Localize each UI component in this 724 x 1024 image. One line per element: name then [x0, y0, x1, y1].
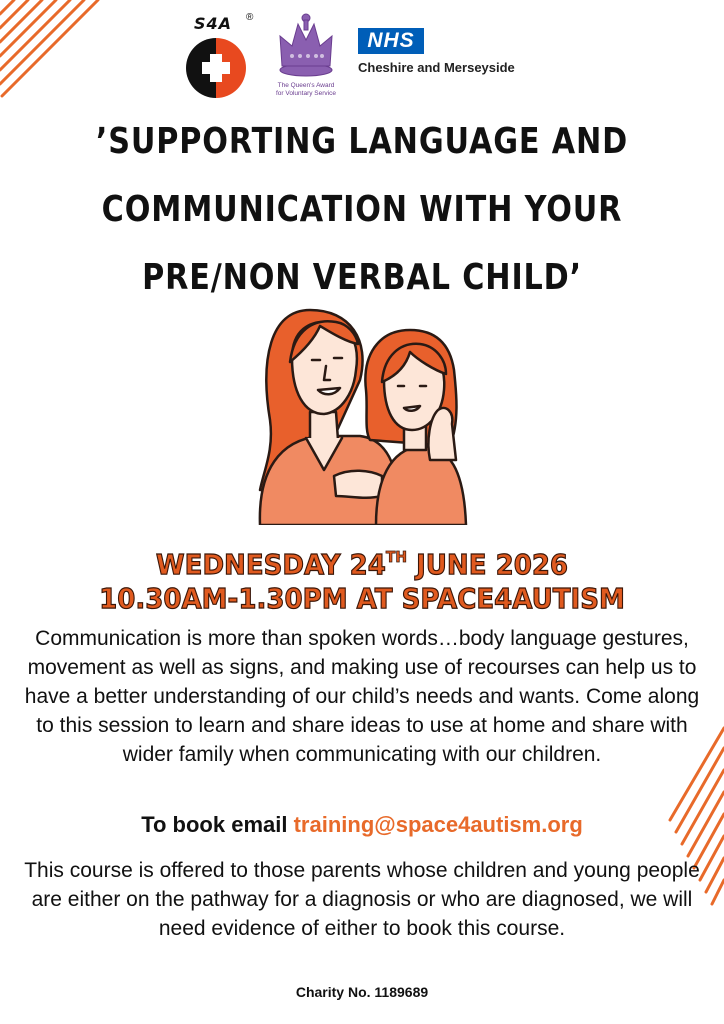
- event-date-ordinal: TH: [385, 548, 408, 566]
- nhs-logo: [356, 28, 546, 78]
- event-date: [53, 540, 671, 582]
- queens-award-logo: [266, 12, 346, 104]
- s4a-plus-icon: [184, 36, 248, 100]
- title-line-2: COMMUNICATION WITH YOUR: [101, 189, 623, 230]
- queens-award-caption-2: for Voluntary Service: [276, 90, 336, 97]
- charity-number: Charity No. 1189689: [295, 984, 429, 1000]
- s4a-logo: [178, 14, 258, 104]
- event-date-month-year: JUNE 2026: [407, 548, 569, 581]
- nhs-badge: NHS: [358, 28, 424, 54]
- decorative-stripes-top-left: [0, 0, 110, 100]
- mother-child-illustration: [250, 300, 480, 525]
- event-date-time: [30, 540, 694, 616]
- nhs-region-label: Cheshire and Merseyside: [358, 60, 515, 75]
- s4a-logo-text: S4A: [194, 14, 233, 33]
- booking-email-link[interactable]: training@space4autism.org: [293, 812, 583, 837]
- registered-mark: ®: [246, 12, 254, 23]
- eligibility-text: This course is offered to those parents whose children and young people are either on the pathway for a diagnosis or who are diagnosed, we will need evidence of either to book this course.: [24, 859, 700, 940]
- crown-icon: [274, 12, 338, 80]
- title-line-3: PRE/NON VERBAL CHILD’: [142, 257, 582, 298]
- page-title: [40, 108, 684, 312]
- event-date-day: WEDNESDAY 24: [155, 548, 386, 581]
- title-line-1: ’SUPPORTING LANGUAGE AND: [95, 121, 629, 162]
- event-time-location: 10.30AM-1.30PM AT SPACE4AUTISM: [99, 582, 625, 615]
- queens-award-caption-1: The Queen's Award: [277, 82, 335, 89]
- course-description: Communication is more than spoken words…body language gestures, movement as well as signs, and making use of recourses can help us to have a better understanding of our child’s needs and wants. Come along to this session to learn and share ideas to use at home and share with wider family when communicating with our children.: [24, 627, 700, 766]
- booking-prefix: To book email: [141, 812, 294, 837]
- booking-line: [20, 812, 704, 838]
